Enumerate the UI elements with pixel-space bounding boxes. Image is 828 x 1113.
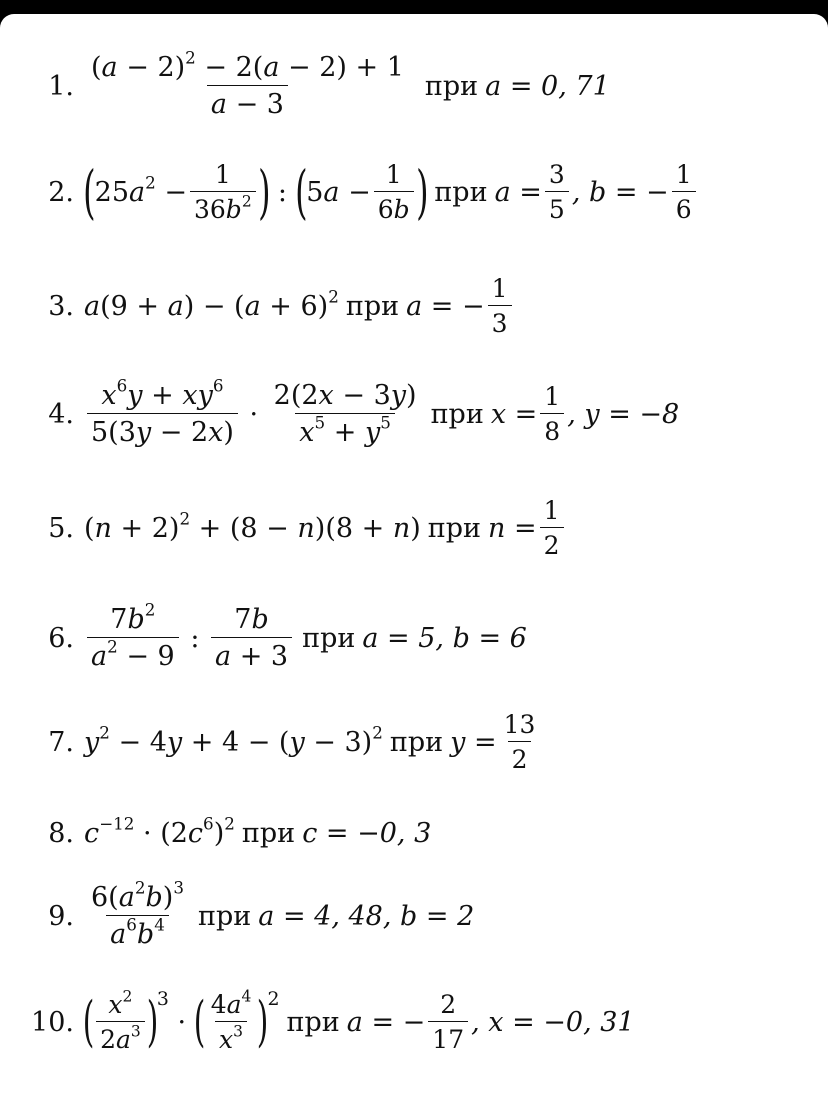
problem-number: 3. bbox=[48, 290, 74, 322]
condition-word: при bbox=[345, 290, 400, 322]
problem-6: 6. $\frac{7b^2}{a^2 - 9}$ : $\frac{7b}{a + 3}$ при a = 5, b = 6 bbox=[0, 606, 828, 670]
problem-number: 1. bbox=[48, 70, 74, 102]
problem-2: 2. ( $25a^2$ − $\frac{1}{36b^2}$ ) : ( 5a − $\frac{1}{6b}$ ) при a = $\frac{3}{5}$ , b = − $\frac{1}{6}$ bbox=[0, 162, 828, 222]
problem-4: 4. $\frac{x^6y + xy^6}{5(3y - 2x)}$ · $\frac{2(2x - 3y)}{x^5 + y^5}$ при x = $\frac{1}{8}$ , y = −8 bbox=[0, 382, 828, 446]
condition: c = −0, 3 bbox=[302, 818, 432, 849]
condition: a = 0, 71 bbox=[485, 70, 610, 102]
condition: y = bbox=[450, 726, 497, 758]
problem-7: 7. $y^2 - 4y + 4 - (y - 3)^2$ при y = $\frac{13}{2}$ bbox=[0, 712, 828, 772]
condition-y: , y = −8 bbox=[567, 398, 680, 430]
condition-a: a = − bbox=[346, 1006, 426, 1038]
problem-9: 9. $\frac{6(a^2b)^3}{a^6b^4}$ при a = 4, 48, b = 2 bbox=[0, 884, 828, 948]
condition-x: , x = −0, 31 bbox=[471, 1006, 635, 1038]
condition-word: при bbox=[430, 398, 484, 430]
condition-word: при bbox=[427, 512, 482, 544]
problem-8: 8. $c^{-12} \cdot (2c^6)^2$ при c = −0, 3 bbox=[0, 820, 828, 847]
problem-number: 6. bbox=[48, 622, 74, 654]
condition-word: при bbox=[302, 622, 356, 654]
condition-word: при bbox=[389, 726, 444, 758]
condition-word: при bbox=[286, 1006, 340, 1038]
problem-sheet bbox=[0, 14, 828, 1113]
condition-x: x = bbox=[490, 398, 538, 430]
problem-number: 10. bbox=[31, 1006, 74, 1038]
problem-number: 7. bbox=[48, 726, 74, 758]
condition-word: при bbox=[241, 818, 296, 849]
condition-word: при bbox=[424, 70, 479, 102]
condition-b: , b = − bbox=[571, 176, 669, 208]
condition: a = − bbox=[406, 290, 485, 322]
expression-fraction: $\frac{(a - 2)^2 - 2(a - 2) + 1}{a - 3}$ bbox=[91, 47, 404, 120]
problem-10: 10. ( $\frac{x^2}{2a^3}$ ) 3 · ( $\frac{4a^4}{x^3}$ ) 2 при a = − $\frac{2}{17}$ , x = −0, 31 bbox=[0, 992, 828, 1052]
condition: n = bbox=[488, 512, 537, 544]
problem-3: 3. $a(9 + a) - (a + 6)^2$ при a = − $\frac{1}{3}$ bbox=[0, 276, 828, 336]
problem-number: 4. bbox=[48, 398, 74, 430]
problem-number: 8. bbox=[48, 818, 74, 849]
problem-number: 9. bbox=[48, 900, 74, 932]
problem-1 bbox=[0, 47, 828, 120]
condition-word: при bbox=[434, 176, 488, 208]
condition-word: при bbox=[197, 900, 252, 932]
problem-5: 5. $(n + 2)^2 + (8 - n)(8 + n)$ при n = $\frac{1}{2}$ bbox=[0, 498, 828, 558]
problem-number: 5. bbox=[48, 512, 74, 544]
condition: a = 4, 48, b = 2 bbox=[258, 900, 475, 932]
problem-number: 2. bbox=[48, 176, 74, 208]
condition: a = 5, b = 6 bbox=[362, 622, 527, 654]
condition-a: a = bbox=[494, 176, 542, 208]
